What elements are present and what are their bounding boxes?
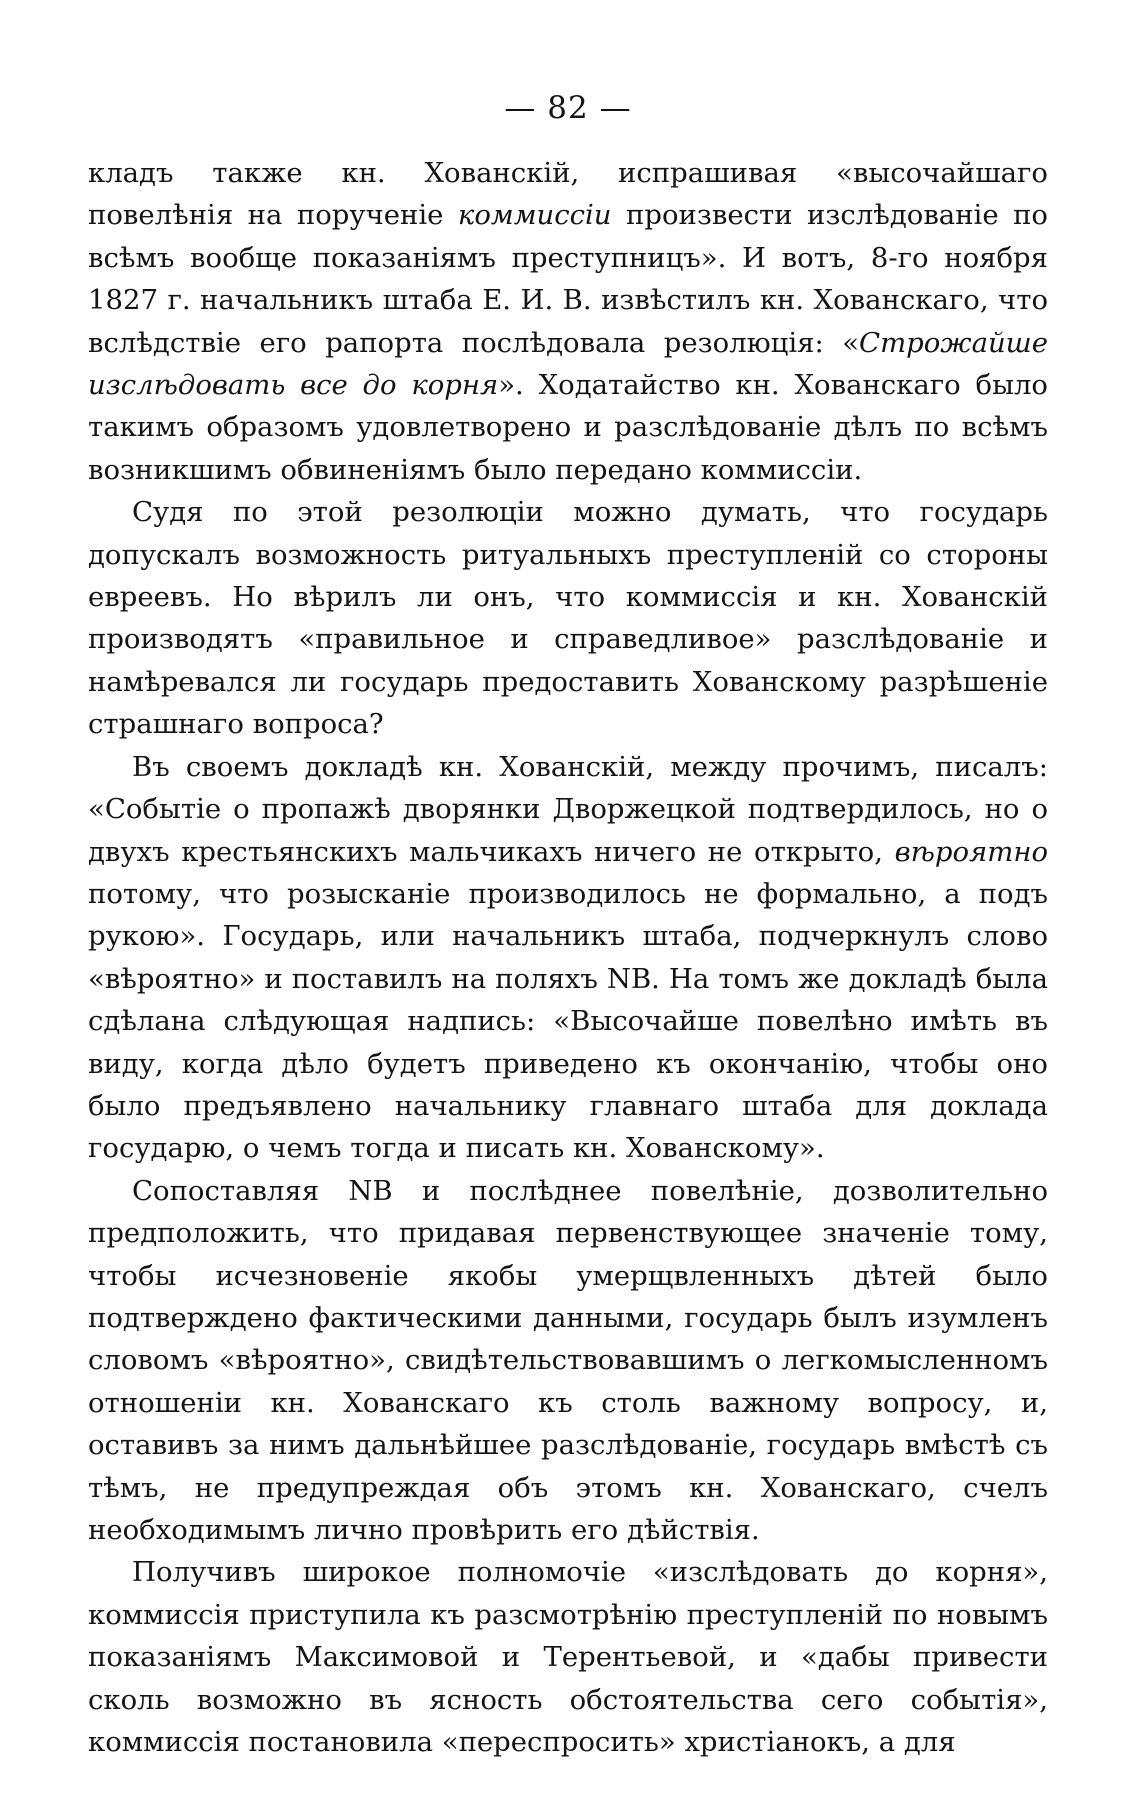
text-run: потому, что розысканіе производилось не формально, а подъ рукою». Государь, или начальникъ штаба, подчеркнулъ слово «вѣроятно» и поставилъ на поляхъ NB. На томъ же докладѣ была сдѣлана слѣдующая надпись: «Высочайше повелѣно имѣть въ виду, когда дѣло будетъ приведено къ окончанію, чтобы оно было предъявлено начальнику главнаго штаба для доклада государю, о чемъ тогда и писать кн. Хованскому». <box>88 877 1048 1165</box>
text-run: Въ своемъ докладѣ кн. Хованскій, между прочимъ, писалъ: «Событіе о пропажѣ дворянки Дворжецкой подтвердилось, но о двухъ крестьянскихъ мальчикахъ ничего не открыто, <box>88 750 1048 868</box>
text-run: ». Ходатайство кн. Хованскаго было такимъ образомъ удовлетворено и разслѣдованіе дѣлъ по всѣмъ возникшимъ обвиненіямъ было передано коммиссіи. <box>88 369 1048 486</box>
paragraph <box>88 491 1048 745</box>
paragraph <box>88 1551 1048 1763</box>
text-run: кладъ также кн. Хованскій, испрашивая «высочайшаго повелѣнія на порученіе <box>88 157 1048 232</box>
text-run: произвести изслѣдованіе по всѣмъ вообще показаніямъ преступницъ». И вотъ, 8-го ноября 1827 г. начальникъ штаба Е. И. В. извѣстилъ кн. Хованскаго, что вслѣдствіе его рапорта послѣдовала резолюція: « <box>88 199 1048 359</box>
paragraph <box>88 1170 1048 1552</box>
italic-text-run: коммиссіи <box>457 199 612 232</box>
body-text <box>88 152 1048 1763</box>
italic-text-run: вѣроятно <box>894 835 1048 868</box>
italic-text-run: Строжайше изслѣдовать все до корня <box>88 326 1048 402</box>
text-run: Судя по этой резолюціи можно думать, что государь допускалъ возможность ритуальныхъ преступленій со стороны евреевъ. Но вѣрилъ ли онъ, что коммиссія и кн. Хованскій производятъ «правильное и справедливое» разслѣдованіе и намѣревался ли государь предоставить Хованскому разрѣшеніе страшнаго вопроса? <box>88 496 1048 741</box>
text-run: Сопоставляя NB и послѣднее повелѣніе, дозволительно предположить, что придавая первенствующее значеніе тому, чтобы исчезновеніе якобы умерщвленныхъ дѣтей было подтверждено фактическими данными, государь былъ изумленъ словомъ «вѣроятно», свидѣтельствовавшимъ о легкомысленномъ отношеніи кн. Хованскаго къ столь важному вопросу, и, оставивъ за нимъ дальнѣйшее разслѣдованіе, государь вмѣстѣ съ тѣмъ, не предупреждая объ этомъ кн. Хованскаго, счелъ необходимымъ лично провѣрить его дѣйствія. <box>88 1174 1048 1546</box>
page-number: — 82 — <box>504 90 632 126</box>
paragraph <box>88 746 1048 1170</box>
text-run: Получивъ широкое полномочіе «изслѣдовать до корня», коммиссія приступила къ разсмотрѣнію преступленій по новымъ показаніямъ Максимовой и Терентьевой, и «дабы привести сколь возможно въ ясность обстоятельства сего событія», коммиссія постановила «переспросить» христіанокъ, а для <box>88 1556 1048 1759</box>
paragraph <box>88 152 1048 491</box>
